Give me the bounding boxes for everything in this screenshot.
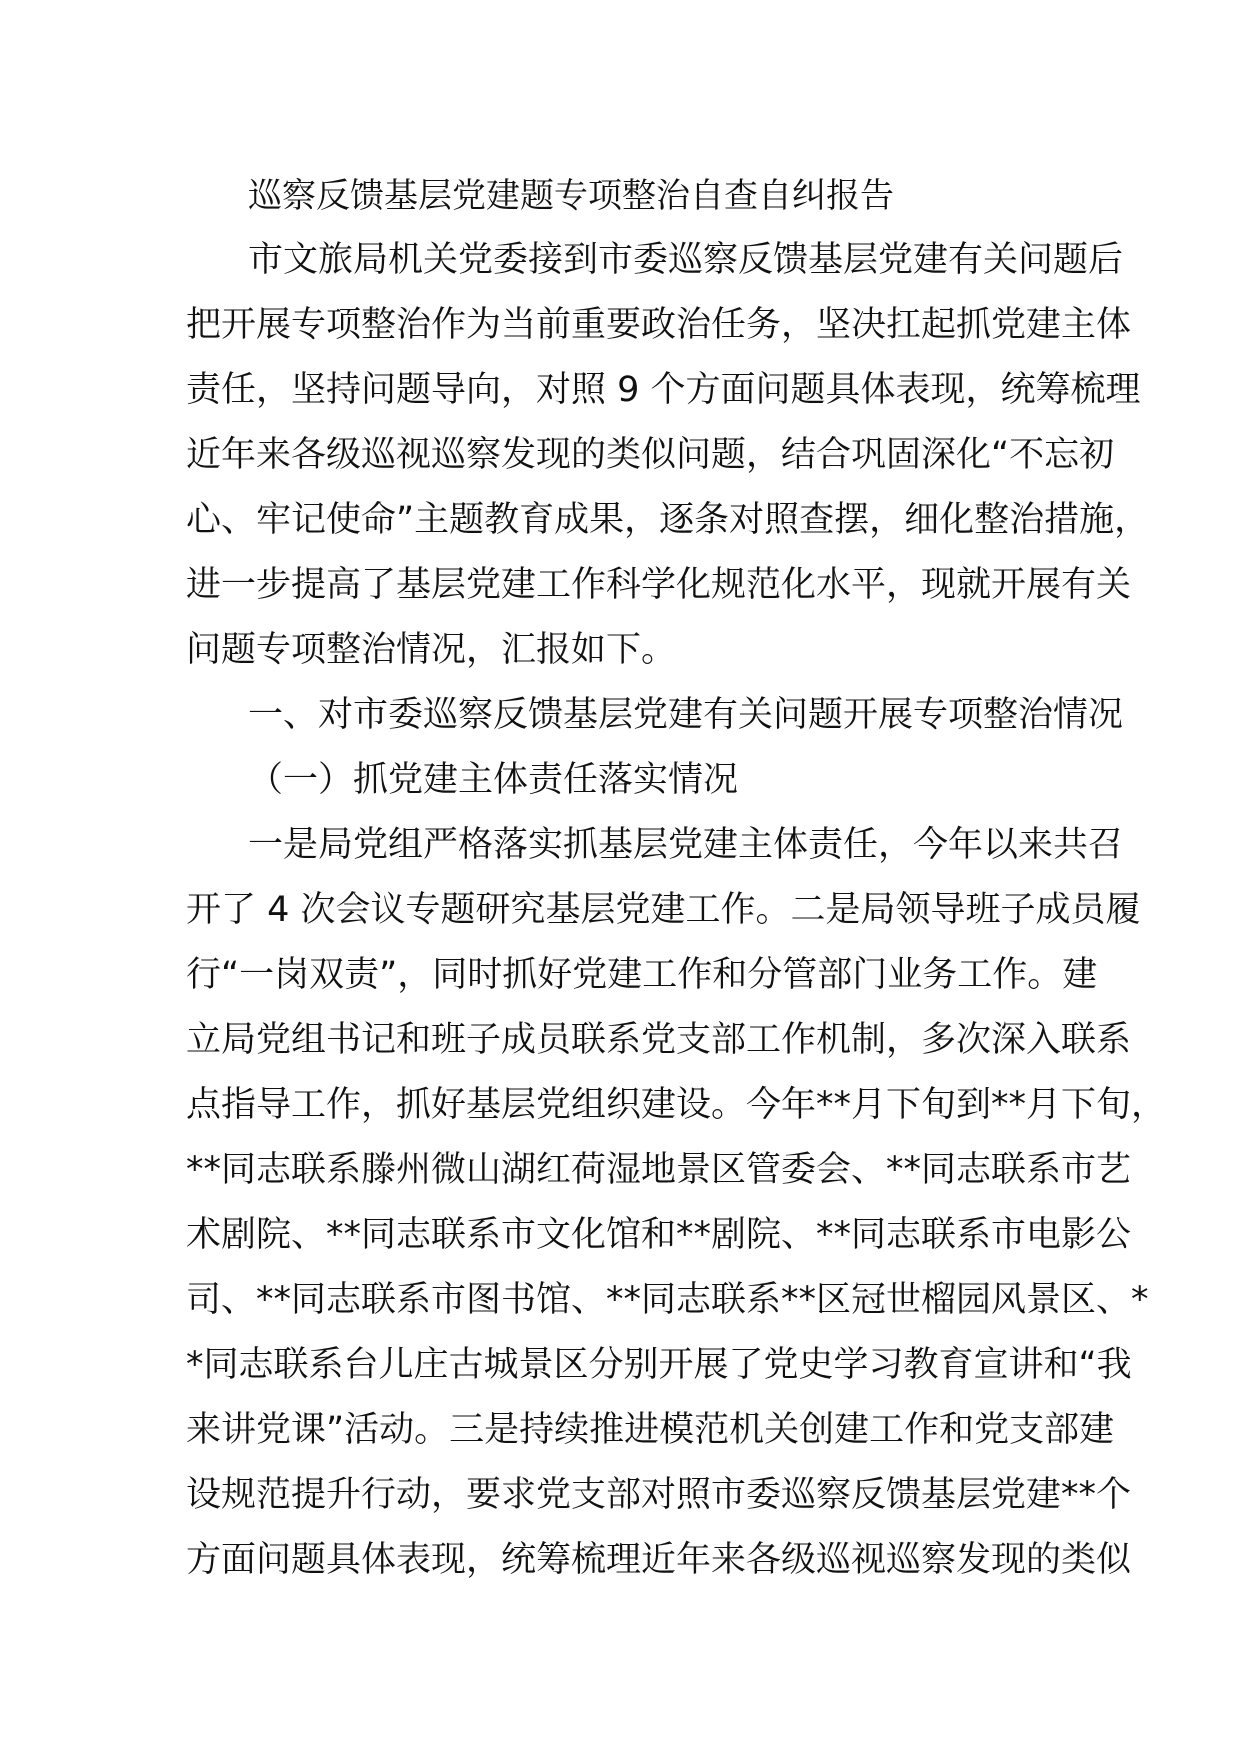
body-line: 术剧院、**同志联系市文化馆和**剧院、**同志联系市电影公 <box>186 1215 1132 1255</box>
body-line: **同志联系滕州微山湖红荷湿地景区管委会、**同志联系市艺 <box>186 1150 1132 1190</box>
body-line: 一是局党组严格落实抓基层党建主体责任，今年以来共召 <box>248 825 1124 865</box>
body-line: 来讲党课”活动。三是持续推进模范机关创建工作和党支部建 <box>186 1410 1115 1450</box>
intro-line: 进一步提高了基层党建工作科学化规范化水平，现就开展有关 <box>186 565 1132 605</box>
section-heading: 一、对市委巡察反馈基层党建有关问题开展专项整治情况 <box>248 695 1124 735</box>
subsection-heading: （一）抓党建主体责任落实情况 <box>248 760 739 800</box>
intro-line: 责任，坚持问题导向，对照 9 个方面问题具体表现，统筹梳理 <box>186 370 1141 410</box>
body-line: *同志联系台儿庄古城景区分别开展了党史学习教育宣讲和“我 <box>186 1345 1132 1385</box>
body-line: 点指导工作，抓好基层党组织建设。今年**月下旬到**月下旬， <box>186 1085 1167 1125</box>
intro-line: 近年来各级巡视巡察发现的类似问题，结合巩固深化“不忘初 <box>186 435 1115 475</box>
body-line: 方面问题具体表现，统筹梳理近年来各级巡视巡察发现的类似 <box>186 1540 1132 1580</box>
body-line: 设规范提升行动，要求党支部对照市委巡察反馈基层党建**个 <box>186 1475 1132 1515</box>
body-line: 行“一岗双责”，同时抓好党建工作和分管部门业务工作。建 <box>186 955 1098 995</box>
intro-line: 问题专项整治情况，汇报如下。 <box>186 630 677 670</box>
intro-line: 市文旅局机关党委接到市委巡察反馈基层党建有关问题后 <box>248 240 1124 280</box>
body-line: 司、**同志联系市图书馆、**同志联系**区冠世榴园风景区、* <box>186 1280 1149 1320</box>
body-line: 立局党组书记和班子成员联系党支部工作机制，多次深入联系 <box>186 1020 1132 1060</box>
intro-line: 心、牢记使命”主题教育成果，逐条对照查摆，细化整治措施， <box>186 500 1150 540</box>
intro-line: 把开展专项整治作为当前重要政治任务，坚决扛起抓党建主体 <box>186 305 1132 345</box>
body-line: 开了 4 次会议专题研究基层党建工作。二是局领导班子成员履 <box>186 890 1141 930</box>
document-title: 巡察反馈基层党建题专项整治自查自纠报告 <box>248 176 894 216</box>
